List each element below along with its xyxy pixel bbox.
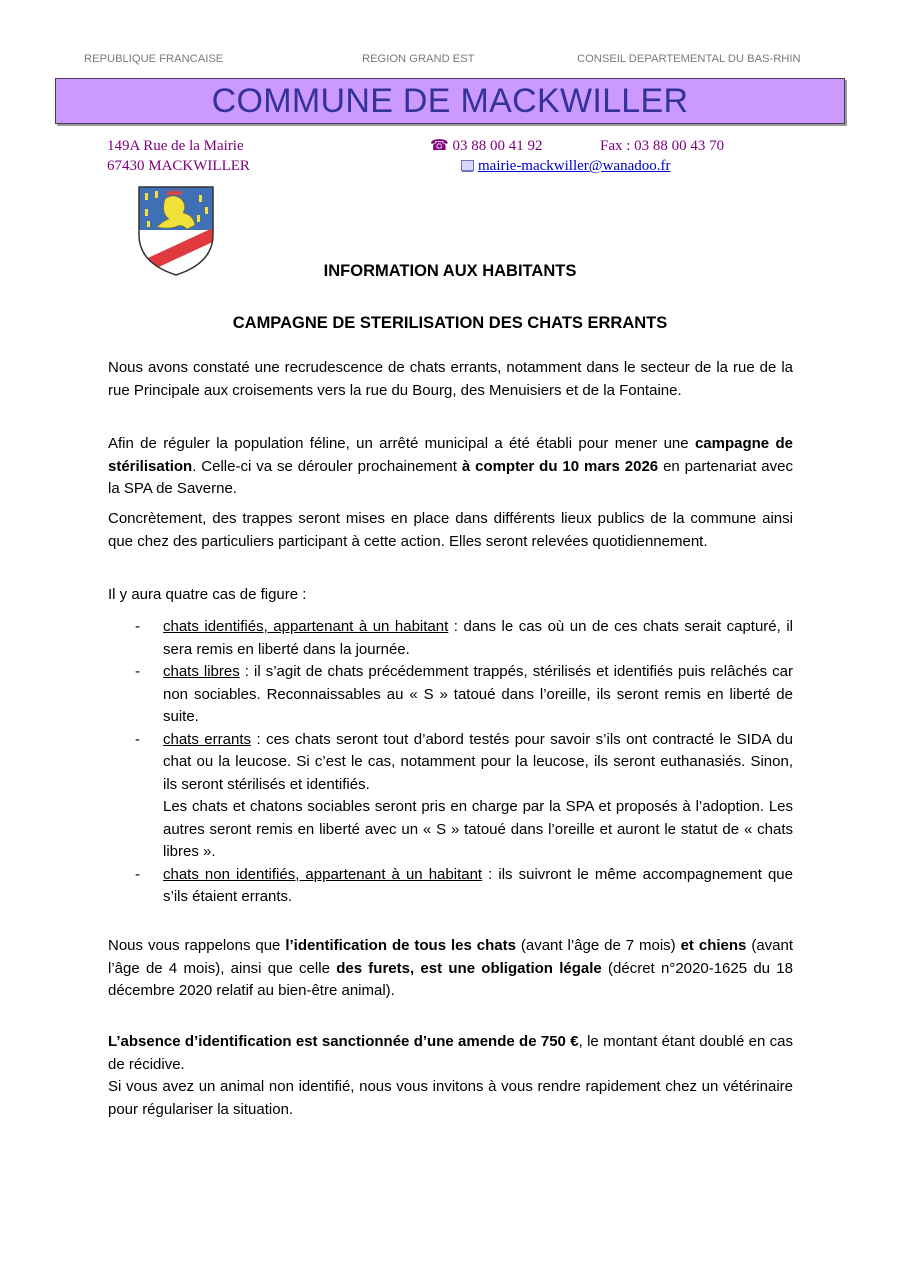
list-dash: - [135,618,140,635]
paragraph-cases-intro [108,584,793,607]
list-dash: - [135,663,140,680]
computer-icon [461,160,474,171]
list-dash: - [135,730,140,748]
cases-list [108,616,793,909]
case-label: chats errants [163,730,251,748]
paragraph-campaign-text [108,433,793,501]
commune-banner [55,78,845,124]
text-run: en partenariat avec la SPA de Saverne. [108,457,793,497]
case-text: : ils suivront le même accompagnement que s’ils étaient errants. [163,865,793,905]
text-run: Nous vous rappelons que [108,937,286,954]
paragraph-traps-text: Concrètement, des trappes seront mises en place dans différents lieux publics de la commune ainsi que chez des particuliers participant à cette action. Elles seront relevées quotidiennement. [108,510,793,550]
address-line-1: 149A Rue de la Mairie [107,138,244,154]
email-block [461,156,670,176]
paragraph-penalty [108,1031,793,1121]
list-item [108,661,793,729]
header-region: REGION GRAND EST [362,53,475,65]
paragraph-traps [108,508,793,553]
bold-legal-obligation: des furets, est une obligation légale [336,959,602,977]
bold-dogs: et chiens [680,937,747,954]
paragraph-campaign [108,433,793,501]
text-run: (avant l’âge de 7 mois) [515,937,681,954]
text-run: (décret n°2020-1625 du 18 décembre 2020 relatif au bien-être animal). [108,959,793,999]
text-run: (avant l’âge de 4 mois), ainsi que celle [108,937,794,977]
case-label: chats non identifiés, appartenant à un habitant [163,865,483,883]
case-label: chats identifiés, appartenant à un habitant [163,618,449,635]
bold-start-date: à compter du 10 mars 2026 [461,457,659,475]
email-link[interactable]: mairie-mackwiller@wanadoo.fr [478,158,671,174]
case-label: chats libres [163,663,240,680]
bold-cats-id: l’identification de tous les chats [285,937,516,954]
phone-number: 03 88 00 41 92 [452,138,543,154]
phone-block [430,136,542,156]
case-text: : ces chats seront tout d’abord testés pour savoir s’ils ont contracté le SIDA du chat ou la leucose. Si c’est le cas, notamment pour la leucose, ils seront euthanasiés. Sinon, ils seront stérilisés et identifiés. [163,730,793,793]
list-item [108,616,793,661]
case-text: : il s’agit de chats précédemment trappés, stérilisés et identifiés puis relâchés car non sociables. Reconnaissables au « S » tatoué dans l’oreille, ils seront remis en liberté de suite. [163,663,794,725]
telephone-icon: ☎ [430,138,449,154]
header-departement: CONSEIL DEPARTEMENTAL DU BAS-RHIN [577,53,801,65]
campaign-heading: CAMPAGNE DE STERILISATION DES CHATS ERRANTS [232,314,668,332]
text-run: Afin de réguler la population féline, un arrêté municipal a été établi pour mener une [108,435,695,452]
bold-penalty-amount: L’absence d’identification est sanctionnée d’une amende de 750 € [108,1033,579,1050]
paragraph-cases-intro-text: Il y aura quatre cas de figure : [108,586,307,603]
penalty-text [108,1031,793,1076]
case-text: : dans le cas où un de ces chats serait capturé, il sera remis en liberté dans la journée. [163,618,793,658]
list-item [108,729,793,864]
fax-number: Fax : 03 88 00 43 70 [600,138,725,154]
text-run: . Celle-ci va se dérouler prochainement [192,457,462,475]
info-heading: INFORMATION AUX HABITANTS [323,262,577,280]
address-line-2: 67430 MACKWILLER [107,158,250,174]
header-republique: REPUBLIQUE FRANCAISE [84,53,224,65]
paragraph-legal-reminder [108,935,793,1003]
paragraph-intro [108,357,793,402]
paragraph-intro-text: Nous avons constaté une recrudescence de chats errants, notamment dans le secteur de la rue de la rue Principale aux croisements vers la rue du Bourg, des Menuisiers et de la Fontaine. [108,359,793,399]
commune-title: COMMUNE DE MACKWILLER [211,82,689,120]
vet-advice-text: Si vous avez un animal non identifié, nous vous invitons à vous rendre rapidement chez un vétérinaire pour régulariser la situation. [108,1078,793,1118]
institution-header [0,53,900,69]
legal-reminder-text [108,935,793,1003]
list-item [108,864,793,909]
list-dash: - [135,865,140,883]
case-continuation: Les chats et chatons sociables seront pris en charge par la SPA et proposés à l’adoption. Les autres seront remis en liberté avec un « S » tatoué dans l’oreille et auront le statut de « chats libres ». [163,798,793,860]
text-run: , le montant étant doublé en cas de récidive. [108,1033,794,1073]
bold-campaign: campagne de stérilisation [108,435,793,475]
